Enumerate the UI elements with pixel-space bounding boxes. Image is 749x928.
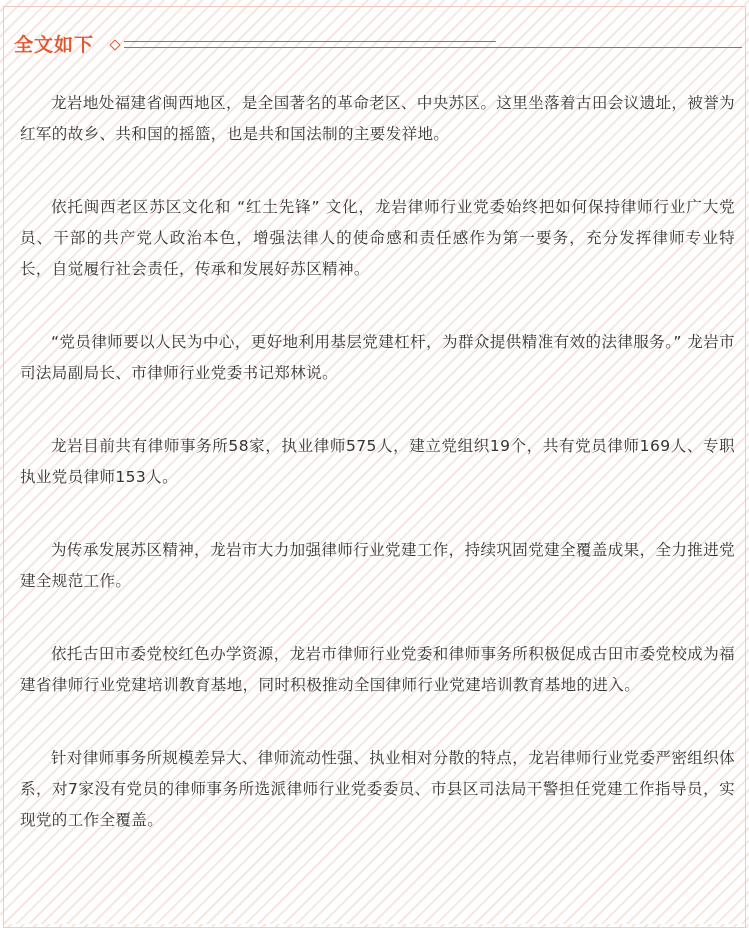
paragraph: 龙岩地处福建省闽西地区，是全国著名的革命老区、中央苏区。这里坐落着古田会议遗址，被誉为红军的故乡、共和国的摇篮，也是共和国法制的主要发祥地。 [20,94,735,143]
paragraph: 依托闽西老区苏区文化和 “红土先锋” 文化，龙岩律师行业党委始终把如何保持律师行业广大党员、干部的共产党人政治本色，增强法律人的使命感和责任感作为第一要务，充分发挥律师专业特长，自觉履行社会责任，传承和发展好苏区精神。 [20,198,735,278]
paragraph: “党员律师要以人民为中心，更好地利用基层党建杠杆，为群众提供精准有效的法律服务。” 龙岩市司法局副局长、市律师行业党委书记郑林说。 [20,333,735,382]
paragraph: 龙岩目前共有律师事务所58家，执业律师575人，建立党组织19个，共有党员律师169人、专职执业党员律师153人。 [20,437,735,486]
paragraph: 为传承发展苏区精神，龙岩市大力加强律师行业党建工作，持续巩固党建全覆盖成果，全力推进党建全规范工作。 [20,541,735,590]
header-rule-short [124,41,496,42]
paragraph: 针对律师事务所规模差异大、律师流动性强、执业相对分散的特点，龙岩律师行业党委严密组织体系，对7家没有党员的律师事务所选派律师行业党委委员、市县区司法局干警担任党建工作指导员，实现党的工作全覆盖。 [20,749,735,829]
paragraph: 依托古田市委党校红色办学资源，龙岩市律师行业党委和律师事务所积极促成古田市委党校成为福建省律师行业党建培训教育基地，同时积极推动全国律师行业党建培训教育基地的进入。 [20,645,735,694]
header-rule-long [124,47,742,48]
section-title: 全文如下 [14,34,95,56]
section-header [14,32,742,60]
diamond-ornament-icon [109,39,120,50]
article-body [20,88,735,878]
